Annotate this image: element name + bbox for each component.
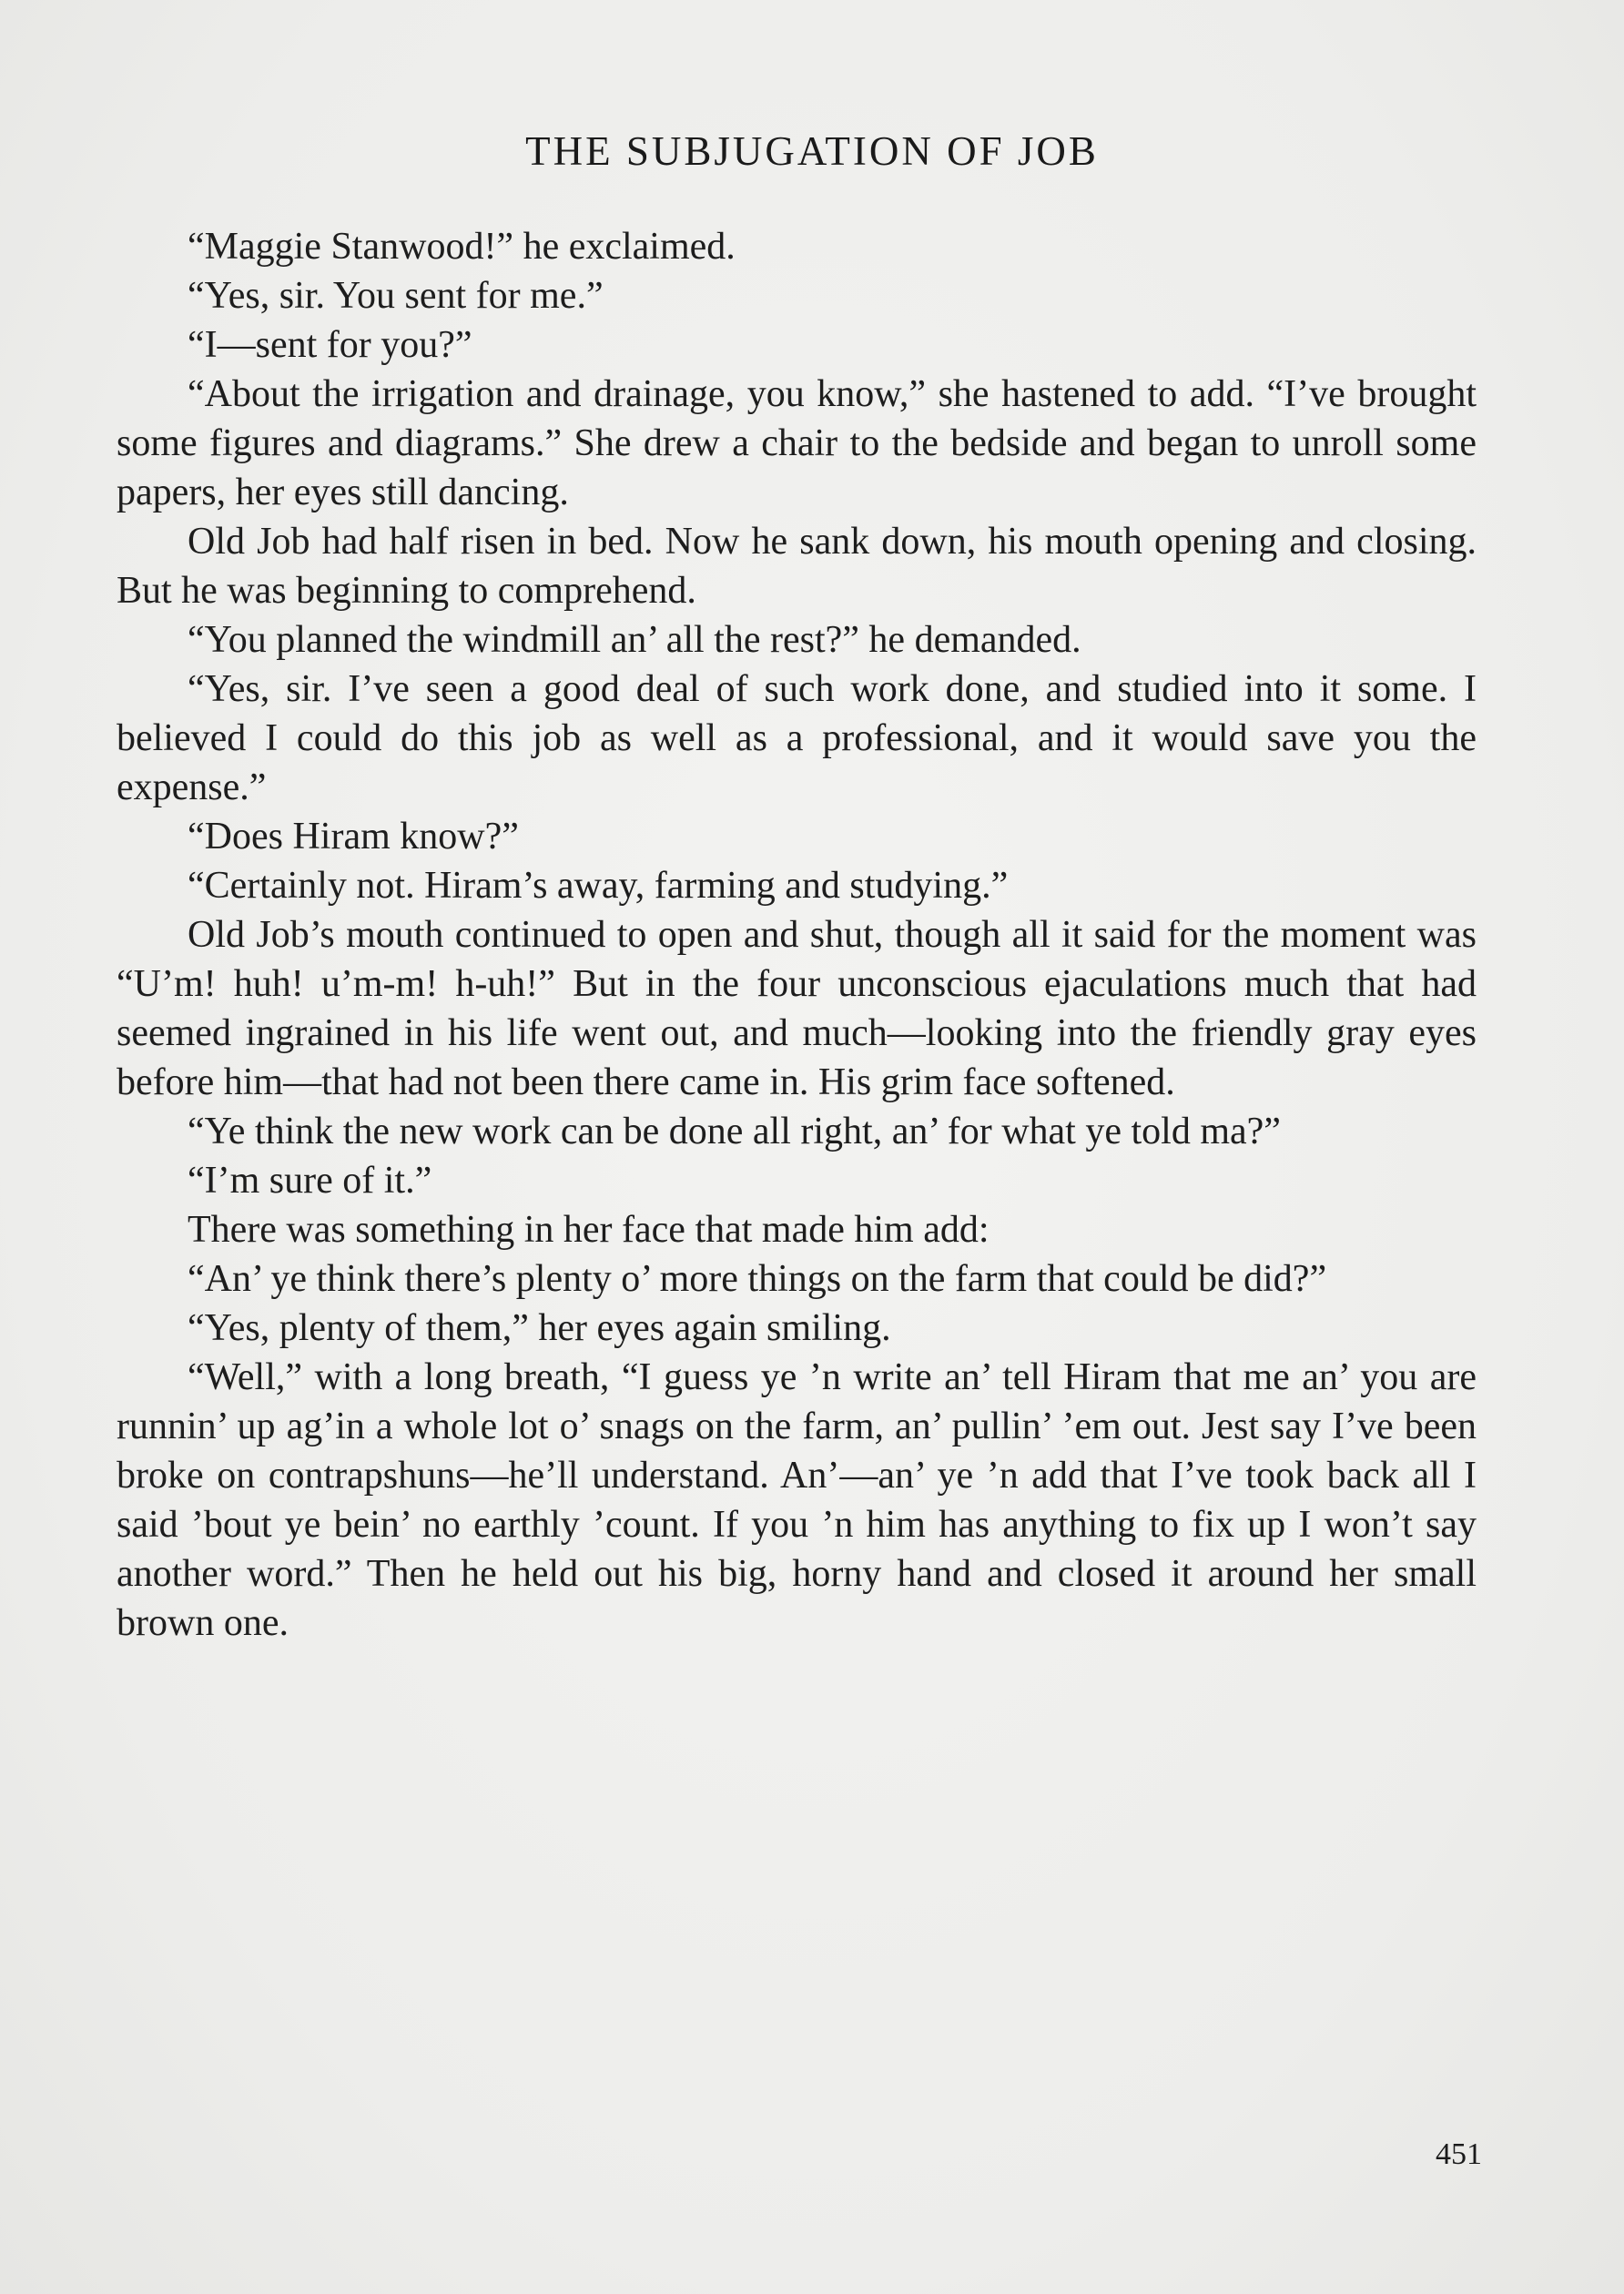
paragraph: Old Job had half risen in bed. Now he sank down, his mouth opening and closing. But he was beginning to comprehend. bbox=[117, 521, 1477, 612]
paragraph: “Yes, sir. You sent for me.” bbox=[188, 275, 604, 317]
paragraph: “You planned the windmill an’ all the rest?” he demanded. bbox=[188, 619, 1081, 661]
paragraph: “Does Hiram know?” bbox=[188, 816, 519, 858]
paragraph: “I—sent for you?” bbox=[188, 324, 472, 366]
running-head: THE SUBJUGATION OF JOB bbox=[525, 128, 1099, 174]
paragraph: “An’ ye think there’s plenty o’ more things on the farm that could be did?” bbox=[188, 1258, 1327, 1300]
paragraph: “I’m sure of it.” bbox=[188, 1160, 432, 1202]
paragraph: Old Job’s mouth continued to open and shut, though all it said for the moment was “U’m! huh! u’m-m! h-uh!” But in the four unconscious ejaculations much that had seemed ingrained in his life went out, and much—looking into the friendly gray eyes before him—that had not been there came in. His grim face softened. bbox=[117, 914, 1477, 1103]
paragraph: There was something in her face that made him add: bbox=[188, 1209, 990, 1251]
paragraph: “Yes, sir. I’ve seen a good deal of such work done, and studied into it some. I believed I could do this job as well as a professional, and it would save you the expense.” bbox=[117, 668, 1477, 808]
paragraph: “About the irrigation and drainage, you know,” she hastened to add. “I’ve brought some figures and diagrams.” She drew a chair to the bedside and began to unroll some papers, her eyes still dancing. bbox=[117, 373, 1477, 513]
page-number: 451 bbox=[1436, 2137, 1482, 2171]
paragraph: “Yes, plenty of them,” her eyes again smiling. bbox=[188, 1307, 891, 1349]
paragraph: “Certainly not. Hiram’s away, farming and studying.” bbox=[188, 865, 1009, 907]
paragraph: “Well,” with a long breath, “I guess ye ’n write an’ tell Hiram that me an’ you are runnin’ up ag’in a whole lot o’ snags on the farm, an’ pullin’ ’em out. Jest say I’ve been broke on contrapshuns—he’ll understand. An’—an’ ye ’n add that I’ve took back all I said ’bout ye bein’ no earthly ’count. If you ’n him has anything to fix up I won’t say another word.” Then he held out his big, horny hand and closed it around her small brown one. bbox=[117, 1356, 1477, 1644]
paragraph: “Maggie Stanwood!” he exclaimed. bbox=[188, 226, 736, 268]
paragraph: “Ye think the new work can be done all right, an’ for what ye told ma?” bbox=[188, 1111, 1281, 1152]
body-text bbox=[117, 222, 1477, 1648]
